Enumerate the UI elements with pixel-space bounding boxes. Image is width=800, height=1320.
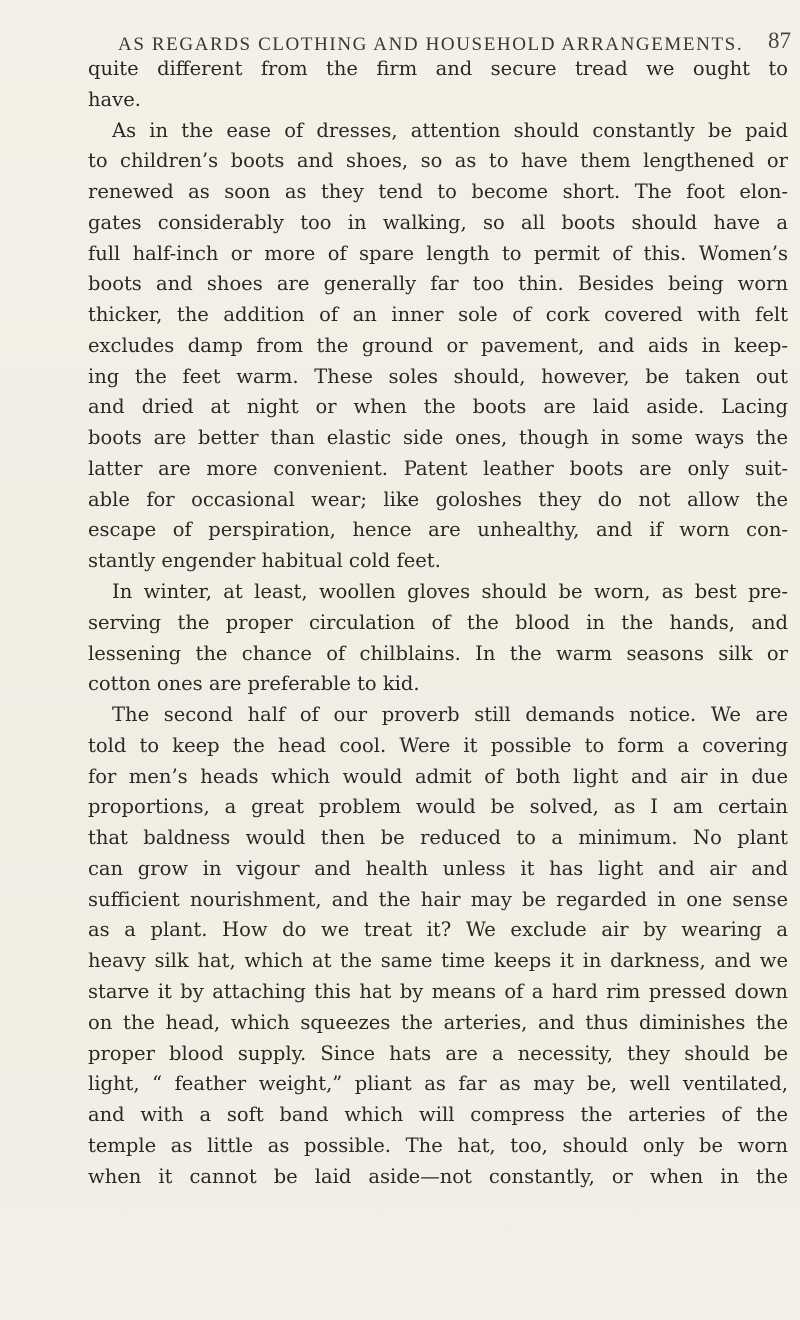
text-line: cotton ones are preferable to kid. [88,672,420,696]
text-line: on the head, which squeezes the arteries, and thus diminishes the [88,1010,788,1034]
body-text [88,54,788,1192]
text-line: stantly engender habitual cold feet. [88,549,441,573]
text-line: as a plant. How do we treat it? We exclude air by wearing a [88,918,788,942]
text-line: have. [88,87,141,111]
text-line: that baldness would then be reduced to a minimum. No plant [88,826,788,850]
text-line: In winter, at least, woollen gloves should be worn, as best pre- [112,580,788,604]
text-line: renewed as soon as they tend to become short. The foot elon- [88,180,788,204]
text-line: to children’s boots and shoes, so as to have them lengthened or [88,149,788,173]
text-line: and dried at night or when the boots are laid aside. Lacing [88,395,788,419]
text-line: The second half of our proverb still demands notice. We are [112,703,788,727]
text-line: when it cannot be laid aside—not constantly, or when in the [88,1164,788,1188]
text-line: heavy silk hat, which at the same time keeps it in darkness, and we [88,949,788,973]
text-line: quite different from the firm and secure tread we ought to [88,57,788,80]
running-title: AS REGARDS CLOTHING AND HOUSEHOLD ARRANGEMENTS. [118,34,744,55]
text-line: latter are more convenient. Patent leather boots are only suit- [88,456,788,480]
text-line: ing the feet warm. These soles should, however, be taken out [88,364,788,388]
text-line: gates considerably too in walking, so all boots should have a [88,210,788,234]
text-line: full half-inch or more of spare length to permit of this. Women’s [88,241,788,265]
text-line: proportions, a great problem would be solved, as I am certain [88,795,788,819]
text-line: thicker, the addition of an inner sole of cork covered with felt [88,303,788,327]
text-line: can grow in vigour and health unless it has light and air and [88,856,788,880]
text-line: boots and shoes are generally far too thin. Besides being worn [88,272,788,296]
text-line: boots are better than elastic side ones, though in some ways the [88,426,788,450]
text-line: temple as little as possible. The hat, too, should only be worn [88,1133,788,1157]
text-line: sufficient nourishment, and the hair may be regarded in one sense [88,887,788,911]
text-line: and with a soft band which will compress the arteries of the [88,1103,788,1127]
text-line: excludes damp from the ground or pavement, and aids in keep- [88,333,788,357]
text-line: lessening the chance of chilblains. In the warm seasons silk or [88,641,788,665]
page-number: 87 [768,28,791,53]
text-line: serving the proper circulation of the blood in the hands, and [88,610,788,634]
text-line: light, “ feather weight,” pliant as far as may be, well ventilated, [88,1072,788,1096]
text-line: proper blood supply. Since hats are a necessity, they should be [88,1041,788,1065]
text-line: escape of perspiration, hence are unhealthy, and if worn con- [88,518,788,542]
text-line: As in the ease of dresses, attention should constantly be paid [112,118,788,142]
text-line: told to keep the head cool. Were it possible to form a covering [88,733,788,757]
text-line: starve it by attaching this hat by means of a hard rim pressed down [88,979,788,1003]
text-line: able for occasional wear; like goloshes they do not allow the [88,487,788,511]
text-line: for men’s heads which would admit of both light and air in due [88,764,788,788]
